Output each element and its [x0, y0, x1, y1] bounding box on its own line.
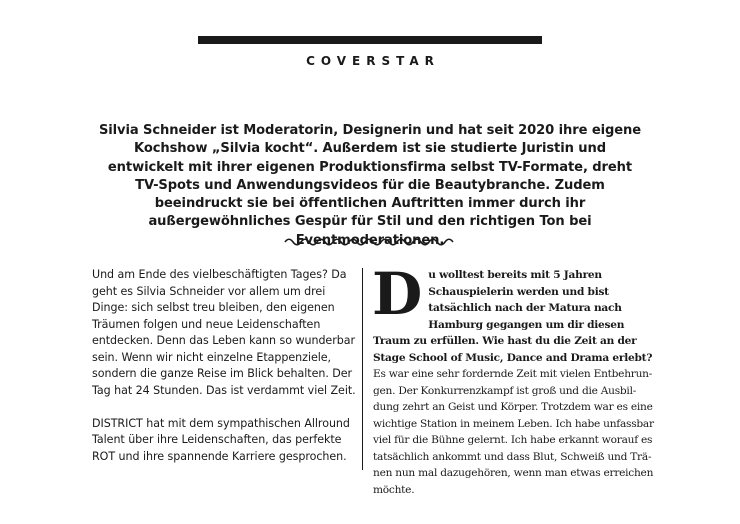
drop-cap: D — [372, 260, 423, 328]
column-divider — [362, 268, 363, 470]
interview-column — [372, 260, 655, 498]
intro-paragraph-district: DISTRICT hat mit dem sympathischen Allround Talent über ihre Leidenschaften, das perfekte ROT und ihre spannende Karriere gesprochen. — [92, 416, 350, 463]
interview-question — [372, 260, 655, 366]
intro-paragraph: Und am Ende des vielbeschäftigten Tages? Da geht es Silvia Schneider vor allem um drei Dinge: sich selbst treu bleiben, den eigenen Träumen folgen und neue Leidenschaften entdecken. Denn das Leben kann so wunderbar sein. Wenn wir nicht einzelne Etappenziele, sondern die ganze Reise im Blick behalten. Der Tag hat 24 Stunden. Das ist verdammt viel Zeit. — [92, 268, 356, 397]
section-label: COVERSTAR — [306, 54, 440, 68]
question-text: u wolltest bereits mit 5 Jahren Schauspielerin werden und bist tatsächlich nach der Matura nach Hamburg gegangen um dir diesen Traum zu erfüllen. Wie hast du die Zeit an der Stage School of Music, Dance and Drama erlebt? — [373, 269, 653, 364]
intro-column — [92, 267, 362, 465]
wave-divider — [283, 235, 457, 249]
lead-paragraph: Silvia Schneider ist Moderatorin, Designerin und hat seit 2020 ihre eigene Kochshow „Silvia kocht“. Außerdem ist sie studierte Juristin und entwickelt mit ihrer eigenen Produktionsfirma selbst TV-Formate, dreht TV-Spots und Anwendungsvideos für die Beautybranche. Zudem beeindruckt sie bei öffentlichen Auftritten immer durch ihr außergewöhnliches Gespür für Stil und den richtigen Ton bei Eventmoderationen. — [98, 123, 642, 248]
header-bar — [198, 36, 542, 44]
interview-answer: Es war eine sehr fordernde Zeit mit vielen Entbehrungen. Der Konkurrenzkampf ist groß und die Ausbildung zehrt an Geist und Körper. Trotzdem war es eine wichtige Station in meinem Leben. Ich habe unfassbar viel für die Bühne gelernt. Ich habe erkannt worauf es tatsächlich ankommt und dass Blut, Schweiß und Tränen nun mal dazugehören, wenn man etwas erreichen möchte. — [373, 368, 654, 496]
